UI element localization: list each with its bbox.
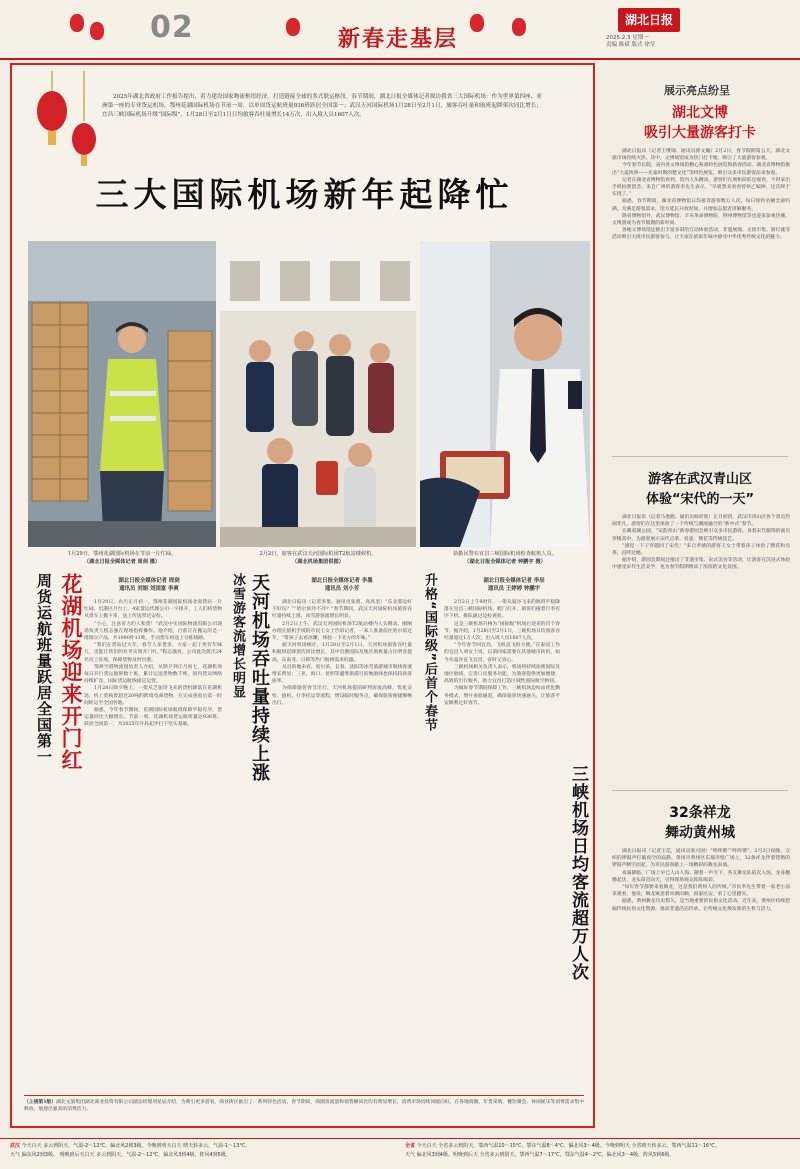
article3-subtitle: 三峡机场日均客流超万人次 [568,765,588,981]
article2-subtitle: 天河机场吞吐量持续上涨 [249,573,270,782]
officer-scene-icon [420,241,590,547]
lantern-decoration [286,18,300,36]
article2-body: 湖北日报讯（记者李墨、通讯员张蕾、真高奎）“东北那边好不好玩？”“哈尔滨冷不冷？”春节期间，武汉天河国际机场旅客吞吐量持续上涨，冰雪游客流增长明显。 2月2日上午，武汉天河国际机场T2航站楼内人头攒动。刚刚办理完值机手续的市民王女士告诉记者，一家人准备前往哈尔滨过年，“带孩子去看冰雕，体验一下北方的年味。” 据天河机场统计，1月28日至2月1日，天河机场旅客吞吐量和航班起降架次同比增长，其中出港国际及地区航班量占比明显提高，东南亚、日韩等热门航线需求旺盛。 从目的地来看，哈尔滨、长春、沈阳等冰雪旅游城市航线客流增长明显；三亚、海口、昆明等避寒旅游目的地航线也保持较高客座率。 为保障旅客春节出行，天河机场提前研判客流高峰，优化安检、值机、行李托运等流程，增设临时服务点，确保旅客便捷顺畅出行。 [272,600,412,706]
sidebar-story2-title-1: 游客在武汉青山区 [647,472,752,487]
sidebar-story3-title-1: 32条祥龙 [669,805,731,821]
sidebar-story1-body: 湖北日报讯（记者王继锦、通讯员郭文瀚）2月2日，春节假期第五天，湖北文旅市场持续火热。其中，文博场馆成为热门打卡地，吸引了大量游客参观。 今年春节长假，省内各文博场馆精心筹备特色展览和新春活动。湖北省博物馆推出“大道泱泱——先秦时期的楚文化”等特色展览，吸引众多市民游客前来参观。 记者在湖北省博物馆看到，馆内人头攒动，游客们在展柜前驻足观看，不时拿出手机拍照留念。来自广州的游客李先生表示，“早就想来看看曾侯乙编钟，这次终于实现了。” 据悉，春节期间，湖北省博物馆日均接待游客数万人次，每日预约名额全部约满。为满足游客需求，馆方延长开放时间，并增加志愿者讲解服务。 除省博物馆外，武汉博物馆、辛亥革命博物院、荆州博物馆等也迎来参观热潮，文博游成为春节假期的新时尚。 各地文博场馆还推出丰富多彩的互动体验活动，非遗展演、文创市集、猜灯谜等活动吸引大批市民游客参与，让大家在浓浓年味中感受中华优秀传统文化的魅力。 [612,149,790,241]
article1-byline: 湖北日报全媒体记者 周剑 通讯员 刘娟 刘国富 李爽 [118,578,180,592]
article1-body: 1月29日，农历正月初一，鄂州花湖国际机场北面货站一片忙碌。出港区月台上，4家货运代理公司一字排开，工人们将货物从货车上搬下来，送上传送带过安检。 “小心，注意省力的人和货！”武汉中实国际物流有限公司现场负责人程志强在现场指挥操作。他介绍，目前正在搬运的是一批瑞尔产品，共1000件11吨，手动货车将送上分拣线路。 “我们在货站过大年，春节人多货多，大家一起干更有年味儿，也能让我们的业务实现开门红。”程志强说，公司此次派出24名员工驻场，保障货物及时出港。 鄂州空港物流园负责人介绍，从除夕到正月初七，花湖机场每日开行货运航班数十班，累计运送货物数千吨，国内货运网络持续扩容，国际货运航线稳定运营。 1月28日除夕晚上，一架从芝加哥飞来的货机降落在花湖机场，机上装载着超过20吨的跨境电商货物，在完成查验后第一时间转运至全国各地。 据悉，今年春节期间，花湖国际机场航班保障平稳有序，货运量同比大幅增长。节前一周，花湖机场货运航班量达936班，跃居全国第一，为2025年开局起步打下坚实基础。 [84,600,222,728]
sidebar-story3-body: 湖北日报讯（记者王佳，通讯员张兴国）“咚咚锵”“咚咚锵”，2月2日夜晚，交织的锣鼓声打破夜空的寂静。黄冈市黄州区东坡赤壁广场上，32条祥龙伴着铿锵的锣鼓声腾空而起，为市民游客献上一场精彩的舞龙表演。 夜幕降临，广场上早已人山人海。随着一声令下，各支舞龙队依次入场，龙身翻腾起伏，龙头昂首向天，引得现场观众阵阵喝彩。 “每年春节都要来看舞龙，这是我们黄州人的传统。”市民李先生带着一家老小前来观看，他说，舞龙寓意着风调雨顺、国泰民安，看了心里踏实。 据悉，黄州舞龙历史悠久，是当地重要的民俗文化活动。近年来，黄州区持续挖掘传统民俗文化资源，推动非遗活态传承，让传统文化焕发新的生机与活力。 [612,849,790,912]
photo-caption-1: 1月29日，鄂州花湖国际机场在节前一片忙碌。 （湖北日报全媒体记者 周剑 摄） [67,551,177,565]
photo-caption-3: 执勤民警在宜昌三峡国际机场检查航班人员。 （湖北日报全媒体记者 钟鹏宇 摄） [453,551,557,565]
article3-byline: 湖北日报全媒体记者 李辰 通讯员 王婷婷 钟鹏宇 [483,578,545,592]
sidebar-story1-title-1: 湖北文博 [672,105,728,121]
weather-wuhan: 武汉 今天白天 多云到阴天，气温-2～12℃，偏北风2到3级。今晚到明天白天 晴天转多云，气温-1～13℃。 天气 偏东风2到3级。 明晚到后天白天 多云到阴天，气温-2～12℃，偏北风3到4级，阵风4到5级。 [10,1143,251,1158]
lead-headline: 三大国际机场新年起降忙 [95,175,514,214]
lantern-decoration [470,14,484,32]
photo-terminal-travelers [220,241,416,547]
photo-caption-2: 2月2日，旅客在武汉天河国际机场T2航站楼候机。 （湖北机场集团供图） [259,551,377,565]
continued-from-page1: （上接第1版）湖北文旅集团湖北商业投资有限公司副总经理刘星辰介绍，为吸引更多游客，商业街区推出了一系列特色活动。春节期间，商圈客流量和销售额同比均有明显增长，消费市场持续回暖向好。在各地商圈，年货采购、餐饮聚会、休闲娱乐等消费需求集中释放，展现出强劲的消费活力。 [24,1095,584,1123]
article3-body: 2月2日上午9时许，一架从曼谷飞来的航班平稳降落在宜昌三峡国际机场。舱门打开，旅客们拖着行李有序下机，排队通过边检查验。 这是三峡机场升格为“国际级”机场后迎来的首个春节。据介绍，1月28日至2月1日，三峡机场日均旅客吞吐量超过1万人次，出入境人员1607人次。 “今年春节回宜昌，飞机直飞很方便。”在泰国工作的宜昌人刘女士说，以前回家需要在其他城市转机，如今从曼谷直飞宜昌，省时又省心。 三峡机场相关负责人表示，机场将持续加密国际及地区航线，完善口岸服务功能，为旅客提供更加便捷、高效的出行服务，助力宜昌打造区域性国际航空枢纽。 为做好春节期间保障工作，三峡机场边检站优化勤务模式，增开查验通道，确保旅客快速通关，让旅客平安顺利过好春节。 [444,600,560,706]
page-number: 02 [150,10,194,45]
article3-title: 升格“国际级”后首个春节 [422,573,437,733]
issue-info [606,35,655,49]
lead-story-frame [10,63,595,1128]
photo-cargo-worker [28,241,216,547]
lantern-decoration [512,18,526,36]
article2-title: 冰雪游客流增长明显 [230,573,245,699]
sidebar-kicker: 展示亮点纷呈 [664,84,730,97]
sidebar-story1-title-2: 吸引大量游客打卡 [644,125,756,141]
lantern-decoration [70,14,84,32]
sidebar-story2-title-2: 体验“宋代的一天” [645,492,755,507]
sidebar-divider [612,456,788,457]
lead-intro: 2025年湖北省政府工作报告提出，着力建设国家物流枢纽经济。打造链接全球的多式联运枢纽。春节期间，湖北日报全媒体记者探访我省三大国际机场：作为世界第四座、亚洲第一座的专业货运机场，鄂州花湖国际机场在节前一周，以单周货运航班量936班跃居全国第一；武汉天河国际机场1月28日至2月1日，旅客吞吐量和航班起降架次同比增长；宜昌三峡国际机场升级“国际级”，1月28日至2月1日日均旅客吞吐量增长14万次，出入境人员1607人次。 [102,94,542,118]
weather-province: 全省 今天白天 全省多云到阴天，鄂西气温10～15℃，鄂东气温8～4℃，偏北风3～4级。今晚到明天 全省晴天转多云，鄂西气温11～16℃。 天气 偏北风3到4级。明晚到后天 全省多云到阴天，鄂西气温7～17℃，鄂东气温4～2℃，偏北风3～4级，阵风5到6级。 [405,1143,720,1158]
sidebar-divider [612,790,788,791]
issue-date: 2025.2.3 星期一 [606,35,649,41]
header-rule [0,58,800,60]
sidebar-story2-body: 湖北日报讯（记者马娄鹤、通讯员杨瑶瑶）正月初四，武汉市青山区各个景点热闹非凡，游客们在这里体验了一个传统与潮流融合的“新中式”春节。 在戴家湖公园，“宋韵青山”新春游园会吸引众多市民游客。身着宋代服饰的演员穿梭其中，为游客展示宋代点茶、投壶、簪花等传统技艺。 “感觉一下子穿越回了宋代！”来自孝感的游客王女士带着孩子体验了簪花和点茶，直呼过瘾。 据介绍，游园会期间还推出了非遗市集、宋式美食等活动，让游客在沉浸式体验中感受宋代生活美学，也为春节假期增添了浓浓的文化氛围。 [612,515,790,571]
masthead [0,0,800,58]
newspaper-logo: 湖北日报 [618,8,680,32]
cargo-scene-icon [28,241,216,547]
section-title: 新春走基层 [338,26,459,52]
article1-title: 周货运航班量跃居全国第一 [35,573,53,765]
sidebar-story3-title-2: 舞动黄州城 [665,825,735,841]
article1-subtitle: 花湖机场迎来开门红 [59,573,83,771]
article2-byline: 湖北日报全媒体记者 李墨 通讯员 刘小芳 [311,578,373,592]
photo-border-officer [420,241,590,547]
issue-editor: 责编 陈斌 版式 徐莹 [606,42,656,48]
lantern-decoration [90,22,104,40]
terminal-scene-icon [220,241,416,547]
weather-strip [0,1138,800,1169]
